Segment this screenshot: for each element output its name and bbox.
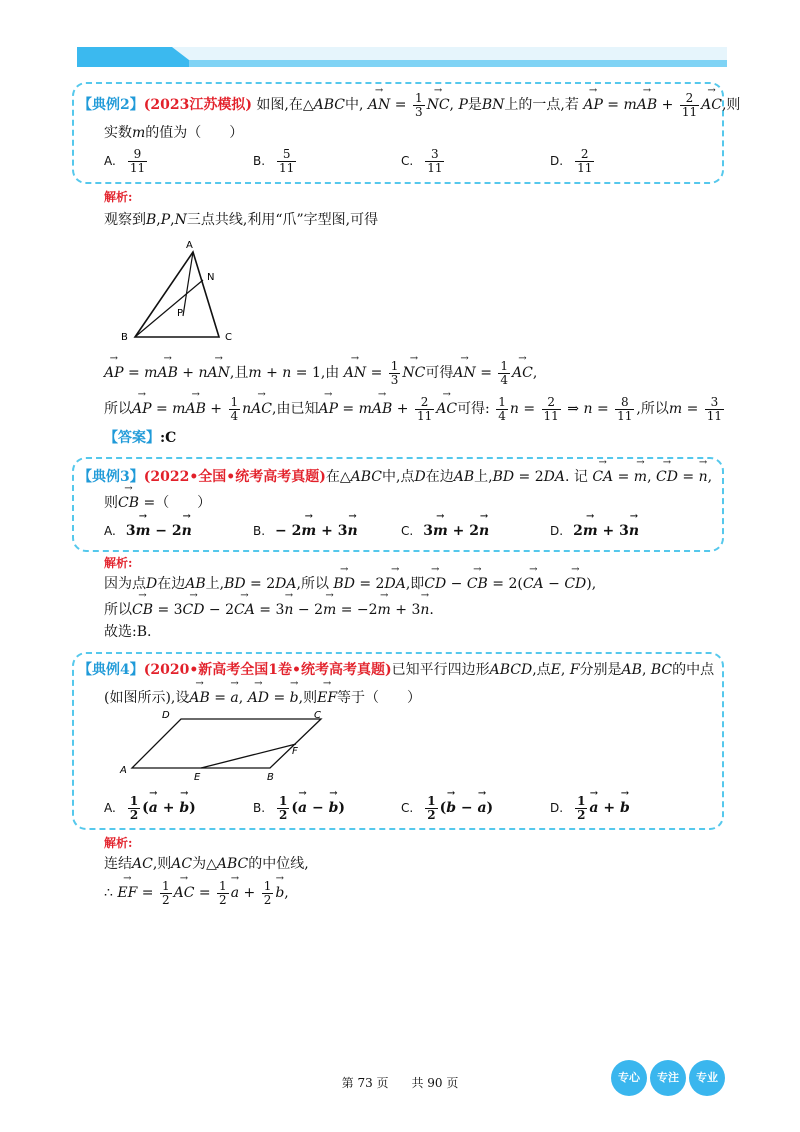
fig-label-c: C xyxy=(314,710,321,721)
ex2-solution-line3: 所以→ AP = m→ AB + $\frac{1}{4}$ n→ AC,由已知→ AP = m→ AB + $\frac{2}{11}$ → AC可得: $\frac{1}{4}$ n = $\frac{2}{11}$ ⇒ n = $\frac{8}{11}$ ,所以m = $\frac{3}{11}$ xyxy=(104,396,726,422)
ex3-option-d[interactable]: D. 2→ m + 3→ n xyxy=(550,521,639,539)
page-number: 第 73 页 xyxy=(341,1076,389,1090)
ex3-solution-line1: 因为点D在边AB上,BD = 2DA,所以 → BD = 2→ DA,即→ CD − → CB = 2(→ CA − → CD), xyxy=(104,574,596,593)
ex2-option-b[interactable]: B. $\frac{5}{11}$ xyxy=(253,147,295,175)
ex4-solution-line1: 连结AC,则AC为△ABC的中位线, xyxy=(104,856,309,872)
ex2-text: 则 xyxy=(726,97,741,114)
ex4-parallelogram-figure xyxy=(115,707,345,783)
ex2-stem-line1: 【典例2】(2023江苏模拟) 如图,在△ABC中, → AN = $\frac{1}{3}$ → NC, P是BN上的一点,若 → AP = m→ AB + $\frac{2}{11}$ → AC,则 xyxy=(78,92,740,118)
fig-label-d: D xyxy=(162,710,170,721)
fig-label-b: B xyxy=(267,772,274,783)
ex2-text: 是 xyxy=(467,97,482,114)
ex4-stem-line2: (如图所示),设→ AB = → a, → AD = → b,则→ EF等于（ ） xyxy=(104,688,421,707)
ex2-option-a[interactable]: A. $\frac{9}{11}$ xyxy=(104,147,146,175)
ex3-option-b[interactable]: B. − 2→ m + 3→ n xyxy=(253,521,358,539)
ex2-text: 上的一点,若 xyxy=(504,97,579,114)
ex4-solution-line2: ∴ → EF = $\frac{1}{2}$ → AC = $\frac{1}{2}$ → a + $\frac{1}{2}$ → b, xyxy=(104,880,289,906)
ex3-option-c[interactable]: C. 3→ m + 2→ n xyxy=(401,521,489,539)
ex3-stem-line1: 【典例3】(2022•全国•统考高考真题)在△ABC中,点D在边AB上,BD = 2DA. 记 → CA = → m, → CD = → n, xyxy=(78,467,712,486)
fig-label-e: E xyxy=(194,772,201,783)
ex4-stem-line1: 【典例4】(2020•新高考全国1卷•统考高考真题)已知平行四边形ABCD,点E, F分别是AB, BC的中点 xyxy=(78,662,715,678)
ex2-solution-line2: → AP = m→ AB + n→ AN,且m + n = 1,由 → AN = $\frac{1}{3}$ → NC可得→ AN = $\frac{1}{4}$ → AC, xyxy=(104,360,537,386)
header-bar xyxy=(77,47,727,67)
ex2-solution-line1: 观察到B,P,N三点共线,利用“爪”字型图,可得 xyxy=(104,212,379,228)
fig-label-p: P xyxy=(177,308,184,319)
ex2-answer: 【答案】:C xyxy=(104,430,177,446)
ex3-stem-line2: 则→ CB =（ ） xyxy=(104,493,211,512)
ex4-option-a[interactable]: A. $\frac{1}{2}$ (→ a + → b) xyxy=(104,795,196,821)
ex2-text: 如图,在△ xyxy=(256,97,314,114)
ex3-option-a[interactable]: A. 3→ m − 2→ n xyxy=(104,521,192,539)
ex4-option-d[interactable]: D. $\frac{1}{2}$ → a + → b xyxy=(550,795,630,821)
ex4-option-b[interactable]: B. $\frac{1}{2}$ (→ a − → b) xyxy=(253,795,345,821)
ex2-source: (2023江苏模拟) xyxy=(143,97,252,114)
fig-label-b: B xyxy=(121,332,128,343)
ex2-text: 的值为（ ） xyxy=(145,125,244,141)
ex3-analysis-label: 解析: xyxy=(104,556,133,570)
ex4-analysis-label: 解析: xyxy=(104,836,133,850)
ex2-stem-line2: 实数m的值为（ ） xyxy=(104,125,244,141)
fig-label-a: A xyxy=(186,240,193,251)
fig-label-n: N xyxy=(207,272,215,283)
ex2-text: 实数 xyxy=(104,125,132,141)
badge-professional: 专业 xyxy=(689,1060,725,1096)
badge-concentrate: 专注 xyxy=(650,1060,686,1096)
ex2-text: , xyxy=(449,97,454,114)
ex3-solution-line3: 故选:B. xyxy=(104,624,152,640)
fig-label-a: A xyxy=(120,765,127,776)
ex4-option-c[interactable]: C. $\frac{1}{2}$ (→ b − → a) xyxy=(401,795,493,821)
ex3-solution-line2: 所以→ CB = 3→ CD − 2→ CA = 3→ n − 2→ m = −2→ m + 3→ n. xyxy=(104,600,434,619)
fig-label-c: C xyxy=(225,332,232,343)
ex2-option-c[interactable]: C. $\frac{3}{11}$ xyxy=(401,147,443,175)
fig-label-f: F xyxy=(292,746,298,757)
ex2-text: 中, xyxy=(345,97,364,114)
badge-focus: 专心 xyxy=(611,1060,647,1096)
ex2-analysis-label: 解析: xyxy=(104,190,133,204)
ex2-tag: 【典例2】 xyxy=(78,97,144,114)
ex2-triangle-figure xyxy=(115,236,255,346)
ex2-option-d[interactable]: D. $\frac{2}{11}$ xyxy=(550,147,593,175)
page-total: 共 90 页 xyxy=(411,1076,459,1090)
